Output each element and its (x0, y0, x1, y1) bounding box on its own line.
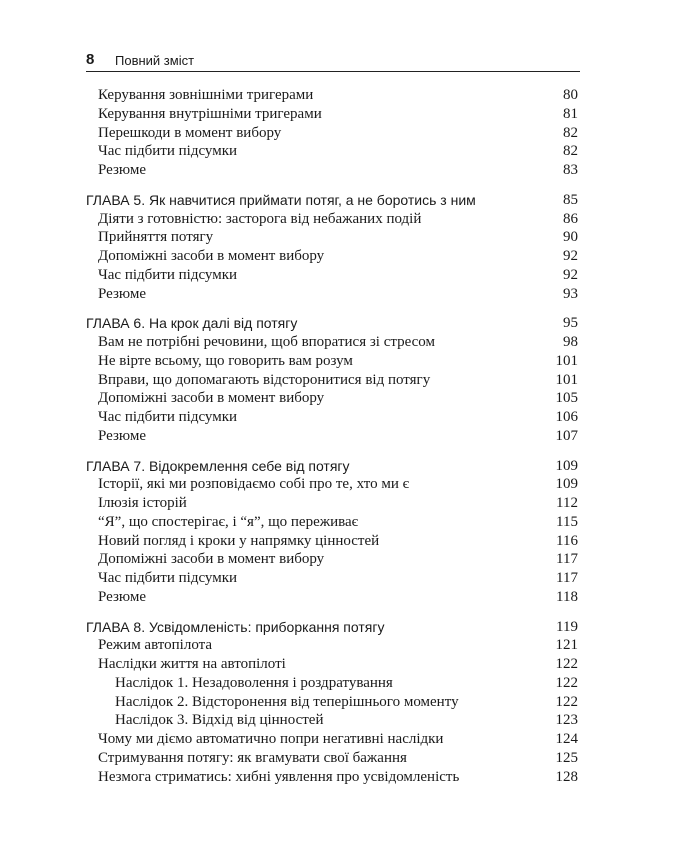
toc-entry (86, 550, 578, 569)
entry-title: Режим автопілота (98, 637, 213, 654)
entry-title: Діяти з готовністю: засторога від небажаних подій (98, 210, 422, 227)
entry-page-number: 82 (563, 143, 578, 160)
entry-title: Керування зовнішніми тригерами (98, 87, 314, 103)
toc-entry (86, 389, 578, 408)
entry-title: Резюме (98, 588, 147, 605)
entry-title: Не вірте всьому, що говорить вам розум (98, 352, 353, 369)
running-header (86, 51, 580, 72)
entry-title: Чому ми діємо автоматично попри негативні наслідки (98, 731, 444, 747)
entry-title: Новий погляд і кроки у напрямку цінностей (98, 532, 380, 549)
entry-title: Допоміжні засоби в момент вибору (98, 248, 325, 264)
entry-page-number: 119 (556, 618, 578, 635)
entry-page-number: 112 (556, 495, 578, 511)
entry-page-number: 121 (555, 637, 578, 654)
toc-entry (86, 105, 578, 124)
entry-title: Вам не потрібні речовини, щоб впоратися зі стресом (98, 334, 435, 350)
toc-section (86, 86, 578, 180)
entry-page-number: 86 (563, 210, 578, 227)
entry-page-number: 125 (555, 749, 578, 766)
toc-entry (86, 228, 578, 247)
entry-title: Резюме (98, 285, 147, 302)
entry-title: Керування внутрішніми тригерами (98, 105, 322, 122)
toc-entry (86, 749, 578, 768)
toc-entry (86, 532, 578, 551)
entry-title: ГЛАВА 6. На крок далі від потягу (86, 315, 298, 332)
toc-entry (86, 210, 578, 229)
chapter-heading (86, 618, 578, 637)
entry-page-number: 82 (563, 124, 578, 141)
entry-page-number: 101 (555, 352, 578, 369)
entry-page-number: 92 (563, 266, 578, 283)
table-of-contents (86, 86, 578, 786)
entry-page-number: 117 (556, 551, 578, 568)
entry-title: Історії, які ми розповідаємо собі про те, хто ми є (98, 476, 410, 493)
entry-title: ГЛАВА 8. Усвідомленість: приборкання потягу (86, 618, 385, 635)
entry-page-number: 90 (563, 229, 578, 246)
toc-entry (86, 569, 578, 588)
entry-page-number: 122 (555, 674, 578, 691)
entry-page-number: 109 (555, 476, 578, 493)
toc-entry (86, 161, 578, 180)
entry-title: “Я”, що спостерігає, і “я”, що переживає (98, 513, 359, 530)
toc-entry (86, 266, 578, 285)
entry-page-number: 80 (563, 87, 578, 103)
entry-title: Наслідок 2. Відсторонення від теперішнього моменту (115, 693, 459, 710)
entry-page-number: 123 (555, 712, 578, 729)
toc-entry (86, 247, 578, 266)
toc-section (86, 191, 578, 304)
entry-page-number: 128 (555, 768, 578, 785)
toc-section (86, 314, 578, 445)
toc-entry (86, 655, 578, 674)
toc-entry (86, 674, 578, 693)
chapter-heading (86, 314, 578, 333)
toc-entry (86, 475, 578, 494)
toc-section (86, 457, 578, 607)
entry-page-number: 118 (556, 588, 578, 605)
toc-entry (86, 352, 578, 371)
entry-title: Допоміжні засоби в момент вибору (98, 551, 325, 568)
entry-page-number: 107 (555, 427, 578, 444)
entry-page-number: 116 (556, 532, 578, 549)
entry-title: ГЛАВА 5. Як навчитися приймати потяг, а не боротись з ним (86, 191, 476, 208)
toc-entry (86, 768, 578, 787)
chapter-heading (86, 457, 578, 476)
toc-entry (86, 124, 578, 143)
entry-page-number: 98 (563, 334, 578, 350)
toc-entry (86, 333, 578, 352)
entry-title: Ілюзія історій (98, 495, 187, 511)
entry-page-number: 117 (556, 570, 578, 586)
toc-entry (86, 408, 578, 427)
entry-title: Час підбити підсумки (98, 409, 238, 425)
toc-entry (86, 371, 578, 390)
entry-title: Прийняття потягу (98, 229, 214, 246)
entry-page-number: 93 (563, 285, 578, 302)
toc-entry (86, 427, 578, 446)
entry-page-number: 81 (563, 105, 578, 122)
entry-page-number: 122 (555, 656, 578, 672)
toc-entry (86, 711, 578, 730)
toc-entry (86, 730, 578, 749)
toc-entry (86, 285, 578, 304)
entry-title: Вправи, що допомагають відсторонитися від потягу (98, 371, 431, 388)
entry-title: Час підбити підсумки (98, 266, 238, 283)
toc-entry (86, 588, 578, 607)
toc-entry (86, 693, 578, 712)
entry-title: Час підбити підсумки (98, 143, 238, 160)
entry-title: Допоміжні засоби в момент вибору (98, 390, 325, 407)
entry-title: Наслідок 3. Відхід від цінностей (115, 712, 324, 729)
toc-entry (86, 513, 578, 532)
entry-page-number: 83 (563, 162, 578, 178)
entry-page-number: 101 (555, 371, 578, 388)
toc-entry (86, 86, 578, 105)
entry-page-number: 122 (555, 693, 578, 710)
entry-page-number: 92 (563, 248, 578, 264)
entry-title: Резюме (98, 427, 147, 444)
entry-title: ГЛАВА 7. Відокремлення себе від потягу (86, 457, 350, 474)
entry-title: Наслідок 1. Незадоволення і роздратування (115, 674, 393, 691)
entry-title: Наслідки життя на автопілоті (98, 656, 286, 672)
running-title: Повний зміст (115, 53, 195, 68)
entry-page-number: 105 (555, 390, 578, 407)
entry-title: Перешкоди в момент вибору (98, 124, 282, 141)
chapter-heading (86, 191, 578, 210)
entry-title: Резюме (98, 162, 147, 178)
entry-page-number: 109 (555, 457, 578, 474)
entry-title: Незмога стриматись: хибні уявлення про усвідомленість (98, 768, 460, 785)
entry-title: Час підбити підсумки (98, 570, 238, 586)
entry-page-number: 95 (563, 315, 578, 332)
toc-entry (86, 142, 578, 161)
toc-entry (86, 494, 578, 513)
page-number: 8 (86, 51, 95, 68)
toc-entry (86, 636, 578, 655)
toc-section (86, 618, 578, 787)
entry-title: Стримування потягу: як вгамувати свої бажання (98, 749, 407, 766)
entry-page-number: 115 (556, 513, 578, 530)
entry-page-number: 124 (555, 731, 578, 747)
entry-page-number: 106 (555, 409, 578, 425)
entry-page-number: 85 (563, 191, 578, 208)
